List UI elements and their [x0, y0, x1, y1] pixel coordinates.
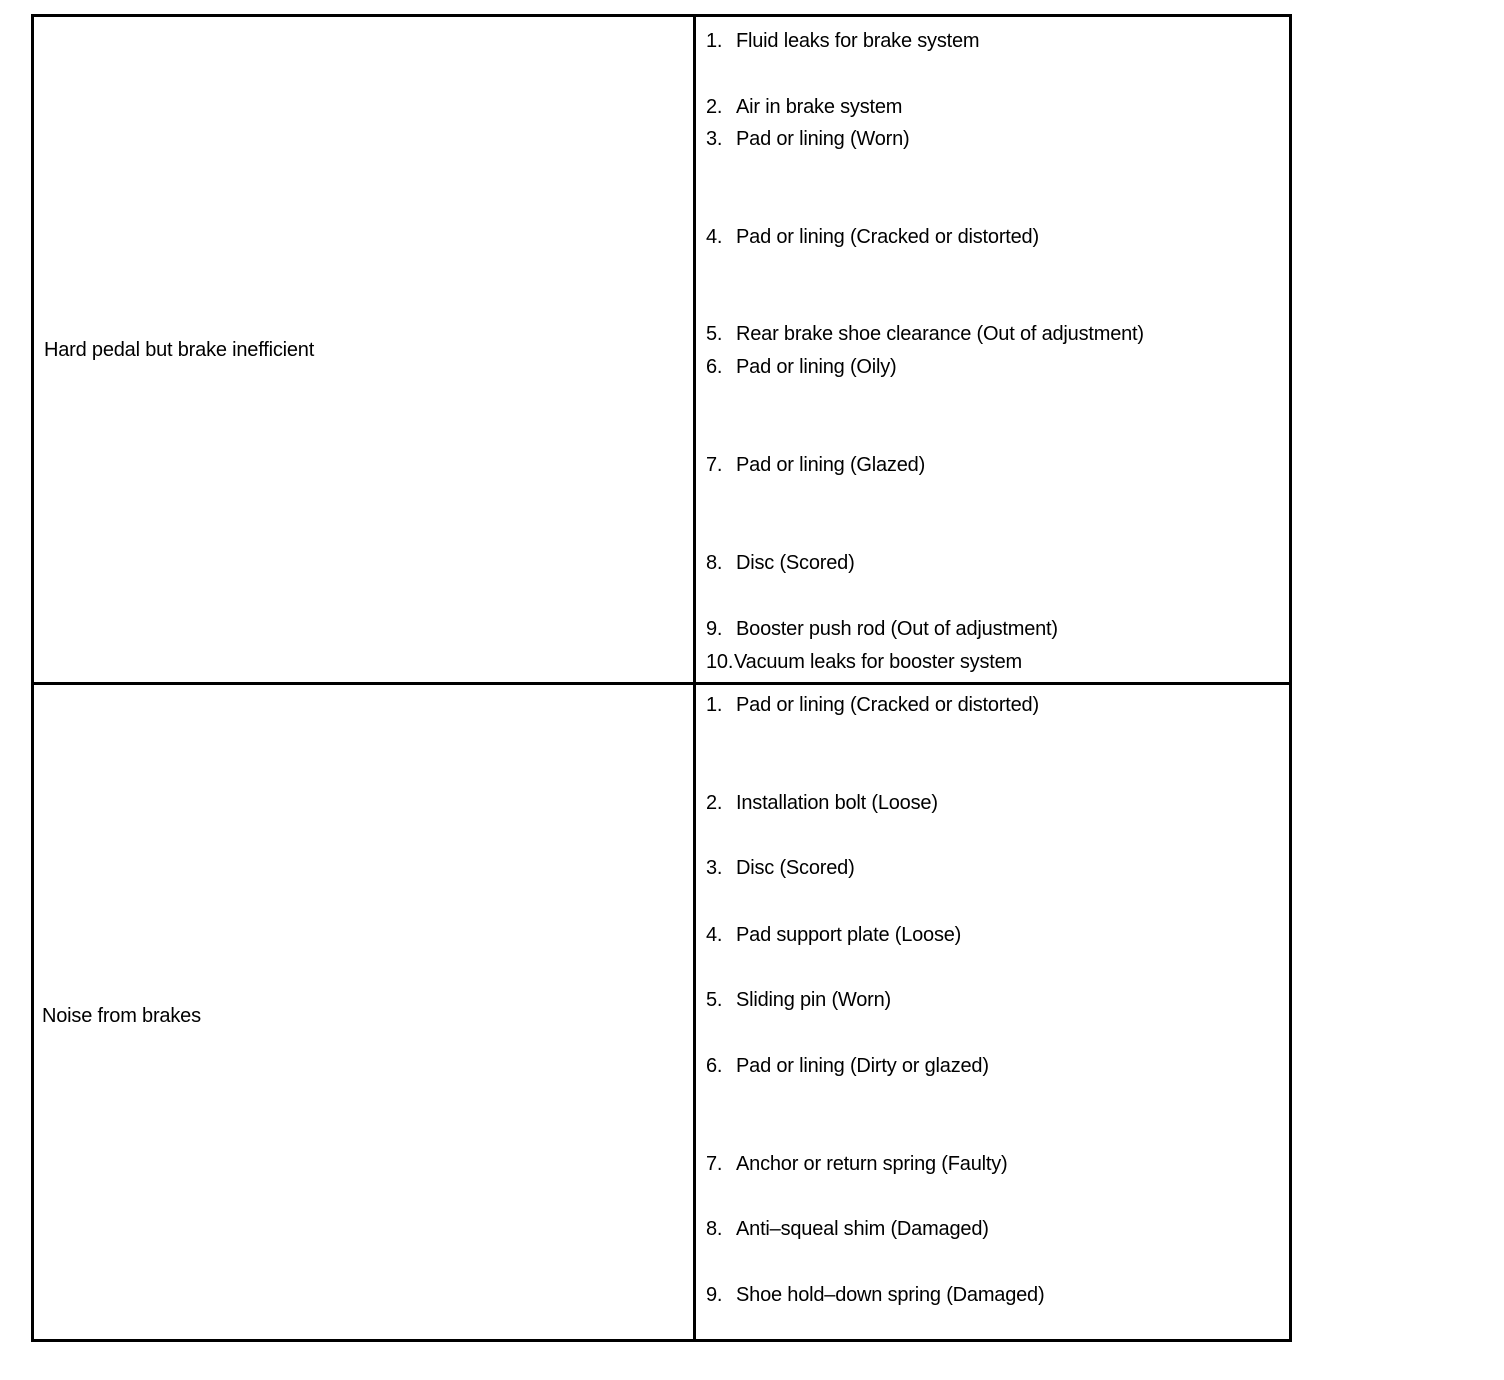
cause-number: 4.	[706, 226, 723, 248]
cause-item	[706, 128, 909, 151]
cause-number: 10.	[706, 651, 734, 673]
cause-text: Sliding pin (Worn)	[736, 989, 891, 1011]
cause-item	[706, 924, 961, 947]
cause-item	[706, 1153, 1007, 1176]
table-row	[34, 17, 1289, 682]
cause-text: Booster push rod (Out of adjustment)	[736, 618, 1058, 640]
troubleshooting-table	[31, 14, 1292, 1342]
cause-text: Pad support plate (Loose)	[736, 924, 962, 946]
column-divider	[693, 17, 696, 682]
cause-text: Pad or lining (Worn)	[736, 128, 910, 150]
cause-item	[706, 1218, 989, 1241]
cause-text: Pad or lining (Dirty or glazed)	[736, 1055, 989, 1077]
cause-item	[706, 96, 902, 119]
cause-number: 9.	[706, 618, 723, 640]
cause-number: 2.	[706, 792, 723, 814]
cause-number: 7.	[706, 454, 723, 476]
cause-text: Disc (Scored)	[736, 857, 855, 879]
cause-item	[706, 651, 1022, 674]
cause-item	[706, 1284, 1044, 1307]
cause-text: Disc (Scored)	[736, 552, 855, 574]
column-divider	[693, 685, 696, 1342]
cause-text: Pad or lining (Glazed)	[736, 454, 926, 476]
cause-item	[706, 857, 855, 880]
cause-number: 3.	[706, 857, 723, 879]
cause-text: Anti–squeal shim (Damaged)	[736, 1218, 989, 1240]
cause-item	[706, 226, 1039, 249]
cause-number: 6.	[706, 1055, 723, 1077]
cause-text: Anchor or return spring (Faulty)	[736, 1153, 1008, 1175]
cause-number: 8.	[706, 1218, 723, 1240]
cause-number: 5.	[706, 323, 723, 345]
cause-number: 3.	[706, 128, 723, 150]
cause-item	[706, 1055, 989, 1078]
cause-number: 2.	[706, 96, 723, 118]
cause-text: Air in brake system	[736, 96, 903, 118]
cause-number: 5.	[706, 989, 723, 1011]
cause-number: 7.	[706, 1153, 723, 1175]
cause-text: Pad or lining (Cracked or distorted)	[736, 226, 1039, 248]
symptom-cell: Hard pedal but brake inefficient	[44, 339, 315, 361]
cause-item	[706, 792, 938, 815]
cause-item	[706, 989, 891, 1012]
cause-item	[706, 30, 979, 53]
cause-number: 9.	[706, 1284, 723, 1306]
cause-item	[706, 552, 855, 575]
cause-number: 6.	[706, 356, 723, 378]
cause-number: 8.	[706, 552, 723, 574]
cause-text: Shoe hold–down spring (Damaged)	[736, 1284, 1045, 1306]
cause-text: Rear brake shoe clearance (Out of adjustment)	[736, 323, 1144, 345]
cause-text: Pad or lining (Cracked or distorted)	[736, 694, 1039, 716]
cause-number: 4.	[706, 924, 723, 946]
cause-item	[706, 694, 1039, 717]
cause-number: 1.	[706, 694, 723, 716]
cause-text: Pad or lining (Oily)	[736, 356, 897, 378]
cause-number: 1.	[706, 30, 723, 52]
cause-item	[706, 323, 1144, 346]
symptom-cell: Noise from brakes	[42, 1005, 201, 1027]
cause-item	[706, 618, 1058, 641]
cause-text: Vacuum leaks for booster system	[734, 651, 1022, 673]
table-row	[34, 682, 1289, 1342]
cause-item	[706, 454, 925, 477]
cause-text: Installation bolt (Loose)	[736, 792, 938, 814]
cause-item	[706, 356, 897, 379]
cause-text: Fluid leaks for brake system	[736, 30, 980, 52]
